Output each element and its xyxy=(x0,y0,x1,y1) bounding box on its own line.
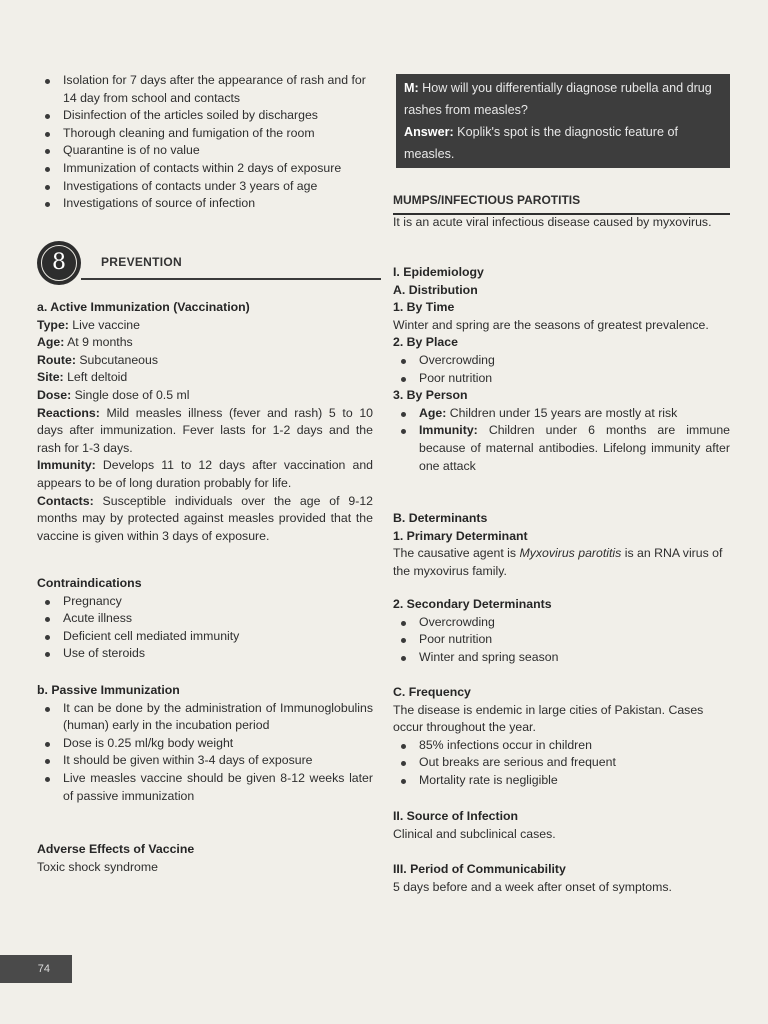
site-line: Site: Left deltoid xyxy=(37,370,128,385)
adverse-effects xyxy=(37,841,373,876)
list-item: Live measles vaccine should be given 8-12 weeks later of passive immunization xyxy=(37,770,373,805)
passive-immunization xyxy=(37,682,373,805)
subheading: A. Distribution xyxy=(393,282,478,297)
list-item: Use of steroids xyxy=(37,645,373,663)
list-item: Age: Children under 15 years are mostly at risk xyxy=(393,405,730,423)
subheading: b. Passive Immunization xyxy=(37,683,180,697)
subheading: 2. Secondary Determinants xyxy=(393,597,552,611)
section-number: 8 xyxy=(41,245,77,281)
secondary-determinants xyxy=(393,596,730,666)
list-item: Investigations of source of infection xyxy=(37,195,373,213)
list-item: It can be done by the administration of Immunoglobulins (human) early in the incubation period xyxy=(37,700,373,735)
immunity-paragraph: Immunity: Develops 11 to 12 days after vaccination and appears to be of long duration probably for life. xyxy=(37,458,373,490)
subheading: 1. By Time xyxy=(393,300,455,315)
list-item: Pregnancy xyxy=(37,593,373,611)
secondary-list xyxy=(393,614,730,667)
mumps-intro: It is an acute viral infectious disease caused by myxovirus. xyxy=(393,215,712,229)
prevention-header xyxy=(37,241,373,287)
list-item: 85% infections occur in children xyxy=(393,737,730,755)
place-list xyxy=(393,352,730,387)
list-item: Poor nutrition xyxy=(393,370,730,388)
list-item: Investigations of contacts under 3 years of age xyxy=(37,178,373,196)
period-text: 5 days before and a week after onset of symptoms. xyxy=(393,879,672,894)
source-of-infection xyxy=(393,808,730,843)
adverse-text: Toxic shock syndrome xyxy=(37,859,158,874)
person-list xyxy=(393,405,730,475)
route-line: Route: Subcutaneous xyxy=(37,352,158,367)
list-item: Poor nutrition xyxy=(393,631,730,649)
list-item: Deficient cell mediated immunity xyxy=(37,628,373,646)
primary-text: The causative agent is Myxovirus parotitis is an RNA virus of the myxovirus family. xyxy=(393,546,723,578)
list-item: Acute illness xyxy=(37,610,373,628)
subheading: 3. By Person xyxy=(393,388,468,403)
list-item: Thorough cleaning and fumigation of the room xyxy=(37,125,373,143)
frequency-list xyxy=(393,737,730,790)
subheading: 1. Primary Determinant xyxy=(393,528,528,543)
list-item: It should be given within 3-4 days of exposure xyxy=(37,752,373,770)
list-item: Mortality rate is negligible xyxy=(393,772,730,790)
active-immunization xyxy=(37,299,373,545)
subheading: a. Active Immunization (Vaccination) xyxy=(37,300,250,314)
subheading: II. Source of Infection xyxy=(393,809,519,823)
passive-list xyxy=(37,700,373,806)
section-number-badge xyxy=(37,241,81,285)
isolation-list xyxy=(37,72,373,213)
page-number: 74 xyxy=(0,955,72,983)
subheading: Contraindications xyxy=(37,576,142,590)
list-item: Disinfection of the articles soiled by discharges xyxy=(37,107,373,125)
section-heading: MUMPS/INFECTIOUS PAROTITIS xyxy=(393,191,730,215)
list-item: Immunity: Children under 6 months are immune because of maternal antibodies. Lifelong immunity after one attack xyxy=(393,422,730,475)
subheading: III. Period of Communicability xyxy=(393,862,566,876)
age-line: Age: At 9 months xyxy=(37,335,133,350)
frequency xyxy=(393,684,730,790)
subheading: C. Frequency xyxy=(393,685,471,699)
subheading: I. Epidemiology xyxy=(393,265,484,279)
list-item: Quarantine is of no value xyxy=(37,142,373,160)
type-line: Type: Live vaccine xyxy=(37,317,140,332)
reactions-paragraph: Reactions: Mild measles illness (fever and rash) 5 to 10 days after immunization. Fever lasts for 1-2 days and the rash for 1-3 days. xyxy=(37,405,373,455)
list-item: Out breaks are serious and frequent xyxy=(393,754,730,772)
section-title: PREVENTION xyxy=(101,255,183,269)
subheading: B. Determinants xyxy=(393,511,488,525)
question-box: M: How will you differentially diagnose rubella and drug rashes from measles? Answer: Koplik's spot is the diagnostic feature of measles. xyxy=(396,74,730,168)
period-of-communicability xyxy=(393,861,730,896)
source-text: Clinical and subclinical cases. xyxy=(393,826,556,841)
list-item: Isolation for 7 days after the appearance of rash and for 14 day from school and contacts xyxy=(37,72,373,107)
subheading: 2. By Place xyxy=(393,335,458,350)
list-item: Dose is 0.25 ml/kg body weight xyxy=(37,735,373,753)
frequency-text: The disease is endemic in large cities of Pakistan. Cases occur throughout the year. xyxy=(393,702,704,735)
subheading: Adverse Effects of Vaccine xyxy=(37,842,195,856)
list-item: Immunization of contacts within 2 days of exposure xyxy=(37,160,373,178)
time-text: Winter and spring are the seasons of greatest prevalence. xyxy=(393,317,709,332)
list-item: Overcrowding xyxy=(393,614,730,632)
dose-line: Dose: Single dose of 0.5 ml xyxy=(37,387,190,402)
list-item: Overcrowding xyxy=(393,352,730,370)
contraindications-section xyxy=(37,575,373,663)
determinants xyxy=(393,510,730,580)
list-item: Winter and spring season xyxy=(393,649,730,667)
section-divider xyxy=(81,278,381,280)
contraindications-list xyxy=(37,593,373,663)
epidemiology xyxy=(393,264,730,475)
contacts-paragraph: Contacts: Susceptible individuals over the age of 9-12 months may by protected against measles provided that the vaccine is given within 3 days of exposure. xyxy=(37,493,373,543)
